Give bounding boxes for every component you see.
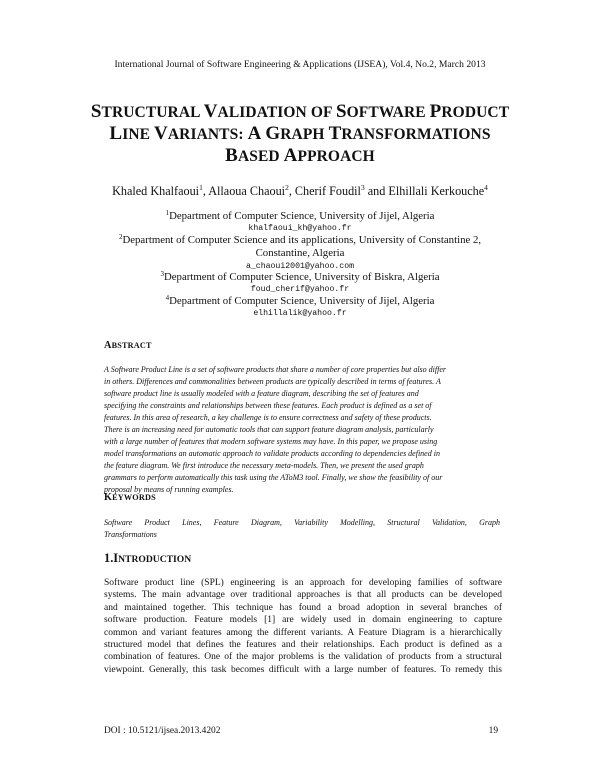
heading-initial: A xyxy=(104,340,112,351)
abstract-body xyxy=(104,364,500,496)
title-initial: G xyxy=(265,123,281,144)
affiliation-2-line-2: Constantine, Algeria xyxy=(255,247,345,259)
abstract-heading xyxy=(104,340,152,351)
title-initial: V xyxy=(203,101,218,122)
author-list xyxy=(0,183,600,199)
section-number: 1. xyxy=(104,551,114,565)
body-line: common and variant features among the different variants. A Feature Diagram is a hierarchically xyxy=(104,627,502,638)
title-word: PPROACH xyxy=(297,148,375,165)
keywords-heading xyxy=(104,492,156,503)
abstract-line: A Software Product Line is a set of software products that share a number of core properties but also differ xyxy=(104,365,446,374)
affiliation-email-2[interactable]: a_chaoui2001@yahoo.com xyxy=(245,262,355,271)
author-affiliation-mark: 1 xyxy=(199,183,203,192)
abstract-line: the feature diagram. We first introduce the necessary meta-models. Then, we present the used graph xyxy=(104,461,424,470)
author-separator: , xyxy=(202,184,209,198)
title-word: ASED xyxy=(237,148,284,165)
abstract-line: grammars to perform automatically this task using the AToM3 tool. Finally, we show the feasibility of our xyxy=(104,473,443,482)
abstract-line: features. In this area of research, a key challenge is to ensure correctness and safety of these products. xyxy=(104,413,432,422)
body-line: structured model that defines the features and their relationships. Each product is defined as a xyxy=(104,639,502,650)
affiliation-text: Department of Computer Science, University of Jijel, Algeria xyxy=(169,295,435,307)
affiliation-email-4[interactable]: elhillalik@yahoo.fr xyxy=(253,309,347,318)
affiliation-text: Department of Computer Science and its applications, University of Constantine 2, xyxy=(122,234,482,246)
heading-rest: BSTRACT xyxy=(111,341,152,350)
affiliation-mark: 1 xyxy=(165,209,170,217)
author-affiliation-mark: 3 xyxy=(360,183,365,192)
body-line: viewpoint. Generally, this task becomes difficult with a large number of features. To remedy this xyxy=(104,664,502,675)
abstract-line: proposal by means of running examples. xyxy=(104,485,234,494)
abstract-line: specifying the constraints and relationships between these features. Each product is defined as a set of xyxy=(104,401,432,410)
title-word: TRUCTURAL xyxy=(101,104,204,121)
heading-initial: K xyxy=(104,492,113,503)
title-initial: V xyxy=(154,123,168,144)
heading-initial: I xyxy=(113,551,119,565)
abstract-line: software product line is usually modeled with a feature diagram, describing the set of features and xyxy=(104,389,419,398)
affiliation-email-3[interactable]: foud_cherif@yahoo.fr xyxy=(250,285,350,294)
keywords-body xyxy=(104,517,500,541)
title-initial: P xyxy=(429,101,442,122)
footer-doi[interactable]: DOI : 10.5121/ijsea.2013.4202 xyxy=(104,726,221,736)
affiliation-4 xyxy=(0,294,600,307)
affiliation-mark: 3 xyxy=(160,270,164,278)
heading-rest: NTRODUCTION xyxy=(118,554,192,565)
section-heading-introduction xyxy=(104,551,191,566)
keywords-line: Transformations xyxy=(104,530,157,539)
abstract-line: There is an increasing need for automatic tools that can support feature diagram analysis, particularly xyxy=(104,425,434,434)
affiliation-mark: 2 xyxy=(118,233,123,241)
author-name: Cherif Foudil xyxy=(294,184,361,198)
title-initial: L xyxy=(109,123,123,144)
body-line: and maintained together. This technique has found a broad adoption in several branches of xyxy=(104,602,502,613)
title-word: RODUCT xyxy=(441,104,510,121)
author-separator: , xyxy=(288,184,295,198)
heading-rest: EYWORDS xyxy=(112,493,156,502)
title-initial: A xyxy=(247,123,262,144)
author-separator: and xyxy=(364,184,389,198)
running-head: International Journal of Software Engineering & Applications (IJSEA), Vol.4, No.2, March 2013 xyxy=(114,59,486,70)
title-initial: S xyxy=(335,101,347,122)
affiliation-1 xyxy=(0,209,600,222)
title-line-3 xyxy=(60,145,540,167)
paper-title xyxy=(60,101,540,167)
author-name: Allaoua Chaoui xyxy=(208,184,286,198)
abstract-line: model transformations an automatic approach to validate products according to dependencies defined in xyxy=(104,449,440,458)
title-word: RANSFORMATIONS xyxy=(341,126,491,143)
affiliation-text: Department of Computer Science, University of Jijel, Algeria xyxy=(169,210,435,222)
title-word: ALIDATION OF xyxy=(217,104,336,121)
title-initial: A xyxy=(283,145,298,166)
title-word: OFTWARE xyxy=(346,104,430,121)
affiliation-mark: 4 xyxy=(165,294,170,302)
abstract-line: with a large number of features that modern software systems may have. In this paper, we propose using xyxy=(104,437,438,446)
body-line: systems. The main advantage over traditional approaches is that all products can be developed xyxy=(104,590,502,601)
affiliation-text: Department of Computer Science, University of Biskra, Algeria xyxy=(163,271,440,283)
keywords-line: Software Product Lines, Feature Diagram, Variability Modelling, Structural Validation, Graph xyxy=(104,518,500,527)
author-affiliation-mark: 2 xyxy=(285,183,289,192)
author-affiliation-mark: 4 xyxy=(484,183,488,192)
title-initial: T xyxy=(328,123,342,144)
title-word: INE xyxy=(122,126,155,143)
abstract-line: in others. Differences and commonalities between products are typically described in terms of features. A xyxy=(104,377,441,386)
affiliation-email-1[interactable]: khalfaoui_kh@yahoo.fr xyxy=(248,224,352,233)
affiliation-2 xyxy=(0,233,600,246)
author-name: Elhillali Kerkouche xyxy=(388,184,485,198)
introduction-body xyxy=(104,577,502,676)
body-line: combination of features. One of the major problems is the validation of products from a structural xyxy=(104,652,502,663)
body-line: software production. Feature models [1] are widely used in domain engineering to capture xyxy=(104,615,502,626)
body-line: Software product line (SPL) engineering is an approach for developing families of software xyxy=(104,578,502,588)
author-name: Khaled Khalfaoui xyxy=(112,184,200,198)
title-word: RAPH xyxy=(280,126,329,143)
title-initial: B xyxy=(225,145,238,166)
page-number: 19 xyxy=(488,726,498,736)
title-initial: S xyxy=(90,101,102,122)
affiliation-3 xyxy=(0,270,600,283)
title-line-2 xyxy=(60,123,540,145)
title-word: ARIANTS: xyxy=(167,126,248,143)
title-line-1 xyxy=(60,101,540,123)
